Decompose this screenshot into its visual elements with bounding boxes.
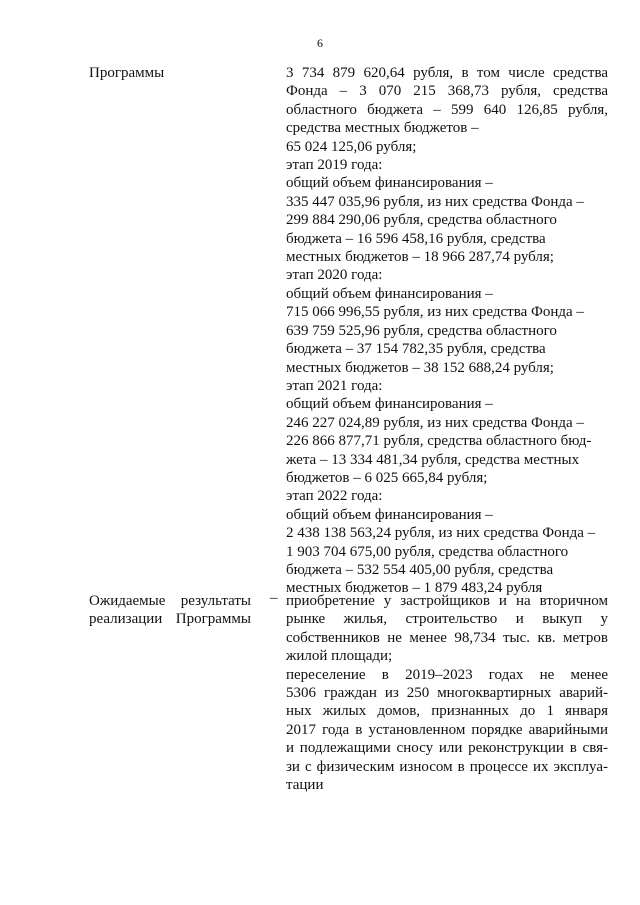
text-line: переселение в 2019–2023 годах не менее [286,666,608,683]
text-line: 65 024 125,06 рубля; [286,138,417,155]
text-line: бюджетов – 6 025 665,84 рубля; [286,469,488,486]
text-line: общий объем финансирования – [286,396,493,413]
text-line: собственников не менее 98,734 тыс. кв. метров [286,629,608,646]
text-line: тации [286,777,324,794]
text-line: 335 447 035,96 рубля, из них средства Фонда – [286,193,584,210]
text-line: бюджета – 16 596 458,16 рубля, средства [286,230,546,247]
text-line: и подлежащими сносу или реконструкции в свя- [286,740,608,757]
text-line: ных жилых домов, признанных до 1 января [286,703,608,720]
expected-results-label [89,592,251,628]
programs-funding-text [286,64,608,598]
text-line: общий объем финансирования – [286,175,493,192]
text-line: бюджета – 37 154 782,35 рубля, средства [286,341,546,358]
text-line: 3 734 879 620,64 рубля, в том числе средства [286,65,608,81]
text-line: зи с физическим износом в процессе их эксплуа- [286,758,608,775]
text-line: 715 066 996,55 рубля, из них средства Фонда – [286,304,584,321]
text-line: жета – 13 334 481,34 рубля, средства местных [286,451,580,468]
text-line: жилой площади; [286,648,393,665]
expected-results-label-line: реализации Программы [89,611,251,627]
text-line: 226 866 877,71 рубля, средства областного бюд- [286,433,592,450]
text-line: этап 2022 года: [286,488,383,505]
programs-label: Программы [89,65,165,81]
text-line: 2017 года в установленном порядке аварийными [286,721,608,738]
text-line: приобретение у застройщиков и на вторичном [286,593,608,609]
text-line: 299 884 290,06 рубля, средства областного [286,212,557,229]
text-line: общий объем финансирования – [286,506,493,523]
expected-results-label-line: Ожидаемые результаты [89,593,251,609]
label-dash: – [270,590,278,606]
text-line: местных бюджетов – 1 879 483,24 рубля [286,580,543,597]
text-line: 1 903 704 675,00 рубля, средства областного [286,543,569,560]
text-line: бюджета – 532 554 405,00 рубля, средства [286,561,554,578]
text-line: 5306 граждан из 250 многоквартирных аварий- [286,685,608,702]
text-line: общий объем финансирования – [286,285,493,302]
text-line: рынке жилья, строительство и выкуп у [286,611,608,628]
text-line: этап 2019 года: [286,157,383,174]
text-line: этап 2020 года: [286,267,383,284]
text-line: 2 438 138 563,24 рубля, из них средства Фонда – [286,525,596,542]
expected-results-text [286,592,608,794]
text-line: местных бюджетов – 38 152 688,24 рубля; [286,359,554,376]
page-number: 6 [317,36,323,50]
text-line: 246 227 024,89 рубля, из них средства Фонда – [286,414,584,431]
text-line: местных бюджетов – 18 966 287,74 рубля; [286,249,554,266]
text-line: областного бюджета – 599 640 126,85 рубля, [286,101,608,118]
text-line: Фонда – 3 070 215 368,73 рубля, средства [286,83,608,100]
text-line: 639 759 525,96 рубля, средства областного [286,322,557,339]
text-line: средства местных бюджетов – [286,120,479,137]
text-line: этап 2021 года: [286,377,383,394]
